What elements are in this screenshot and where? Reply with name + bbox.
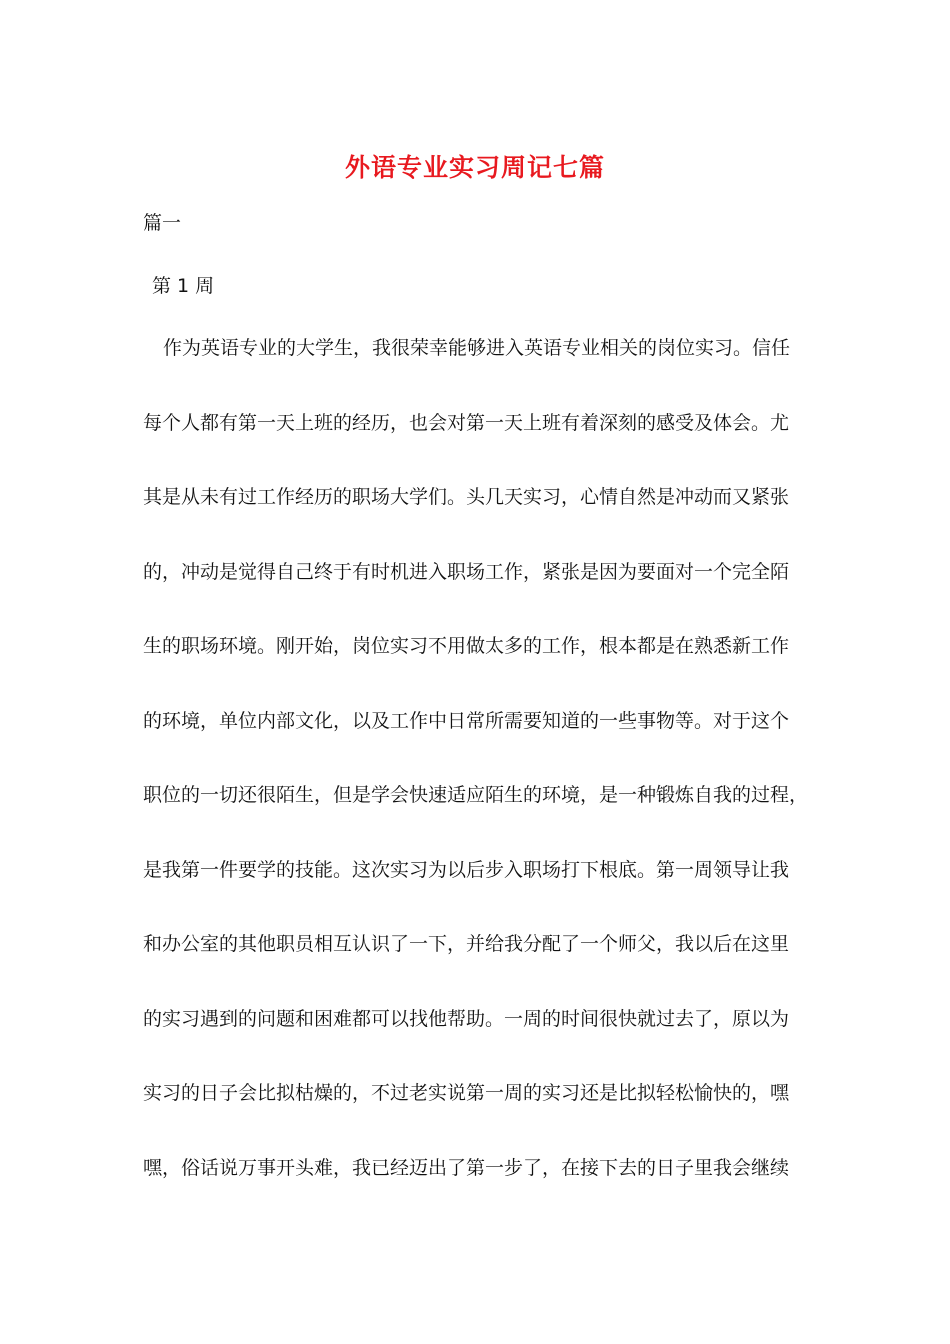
body-line: 作为英语专业的大学生，我很荣幸能够进入英语专业相关的岗位实习。信任 [163, 337, 791, 359]
body-line: 生的职场环境。刚开始，岗位实习不用做太多的工作，根本都是在熟悉新工作 [143, 635, 790, 657]
section-heading: 篇一 [143, 212, 182, 234]
body-line: 实习的日子会比拟枯燥的，不过老实说第一周的实习还是比拟轻松愉快的，嘿 [143, 1082, 790, 1104]
body-line: 每个人都有第一天上班的经历，也会对第一天上班有着深刻的感受及体会。尤 [143, 411, 790, 434]
week-heading: 第 1 周 [152, 275, 215, 297]
body-line: 嘿，俗话说万事开头难，我已经迈出了第一步了，在接下去的日子里我会继续 [143, 1156, 790, 1179]
body-line: 是我第一件要学的技能。这次实习为以后步入职场打下根底。第一周领导让我 [143, 858, 790, 881]
body-line: 的实习遇到的问题和困难都可以找他帮助。一周的时间很快就过去了，原以为 [143, 1007, 790, 1030]
body-line: 和办公室的其他职员相互认识了一下，并给我分配了一个师父，我以后在这里 [143, 933, 790, 955]
body-line: 的环境，单位内部文化，以及工作中日常所需要知道的一些事物等。对于这个 [143, 709, 790, 732]
body-line: 其是从未有过工作经历的职场大学们。头几天实习，心情自然是冲动而又紧张 [143, 486, 790, 508]
body-line: 的，冲动是觉得自己终于有时机进入职场工作，紧张是因为要面对一个完全陌 [143, 560, 790, 583]
body-line: 职位的一切还很陌生，但是学会快速适应陌生的环境，是一种锻炼自我的过程， [143, 784, 808, 806]
body-text [143, 333, 808, 1227]
document-title: 外语专业实习周记七篇 [344, 153, 605, 182]
